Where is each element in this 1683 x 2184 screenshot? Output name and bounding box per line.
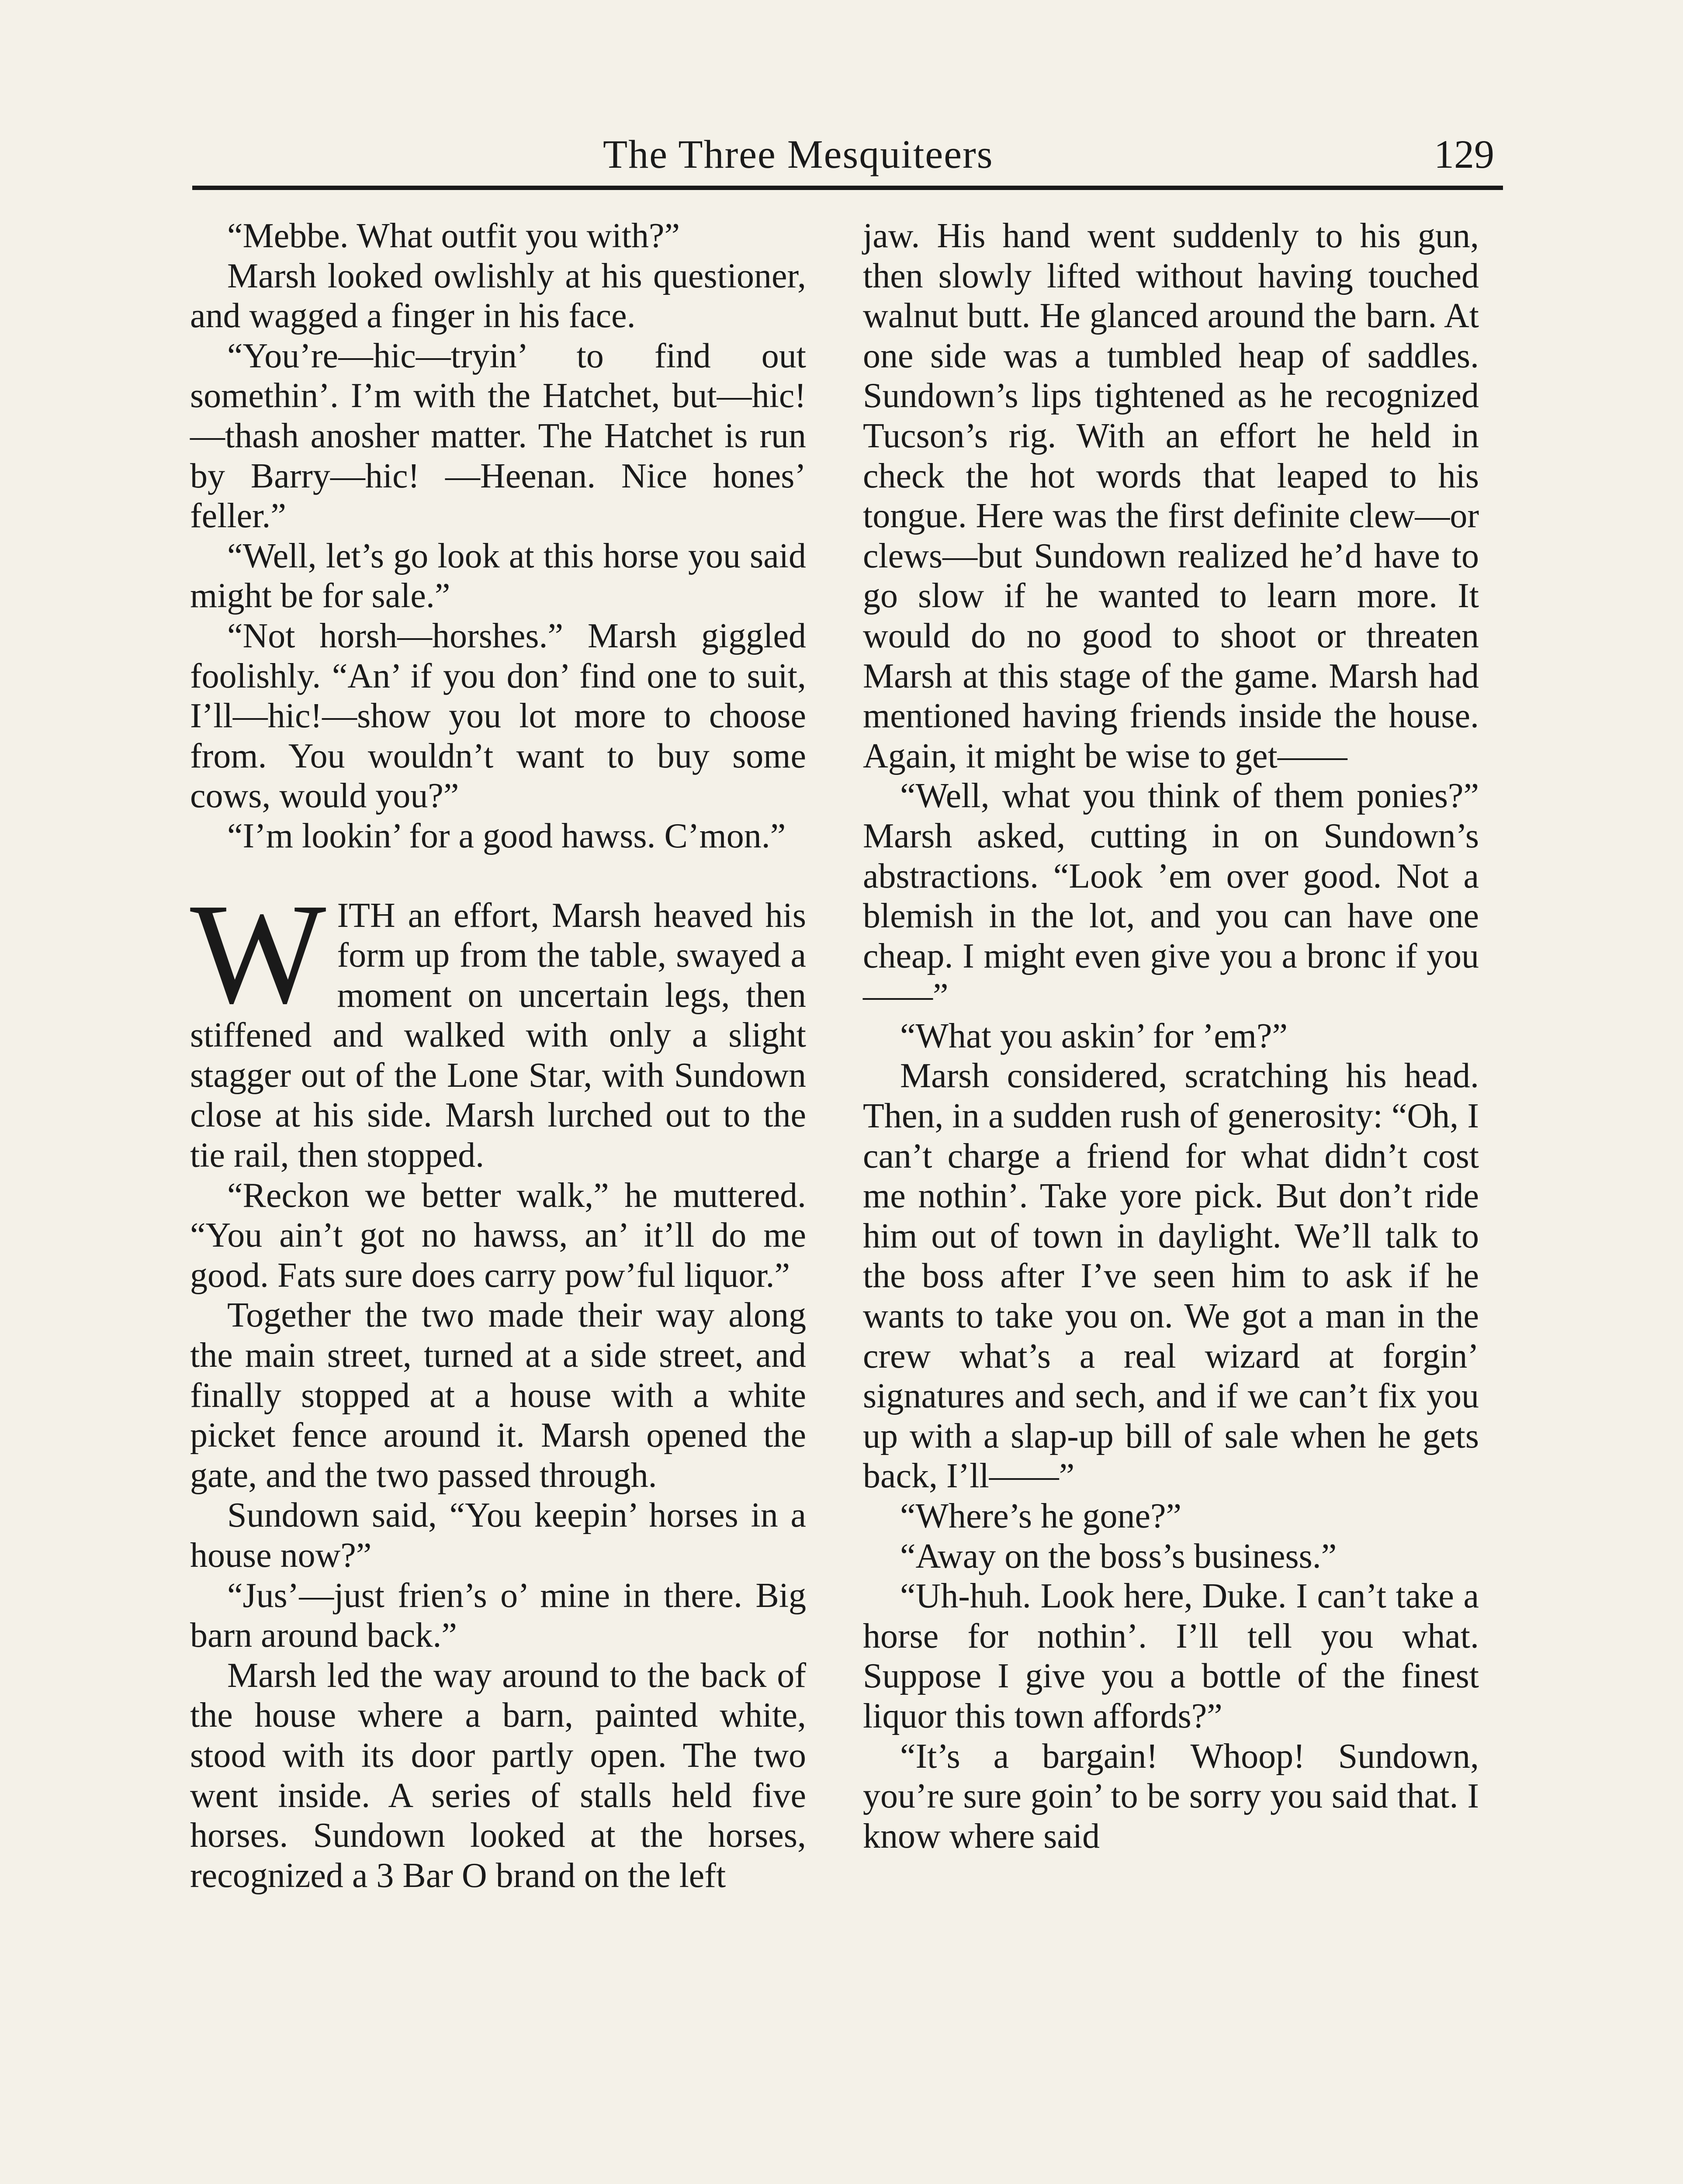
paragraph: “Uh-huh. Look here, Duke. I can’t take a horse for nothin’. I’ll tell you what. Suppose I give you a bottle of the finest liquor this town affords?” [863,1577,1479,1735]
paragraph: “It’s a bargain! Whoop! Sundown, you’re sure goin’ to be sorry you said that. I know where said [863,1737,1479,1856]
paragraph: Sundown said, “You keepin’ horses in a house now?” [190,1496,806,1575]
running-title: The Three Mesquiteers [603,132,994,176]
running-header [192,122,1503,183]
paragraph: “Jus’—just frien’s o’ mine in there. Big barn around back.” [190,1576,806,1655]
paragraph: Marsh led the way around to the back of the house where a barn, painted white, stood with its door partly open. The two went inside. A series of stalls held five horses. Sundown looked at the horses, recognized a 3 Bar O brand on the left [190,1656,806,1895]
page-number: 129 [1434,132,1494,176]
paragraph: “What you askin’ for ’em?” [900,1016,1288,1055]
paragraph: “You’re—hic—tryin’ to find out somethin’. I’m with the Hatchet, but—hic!—thash anosher matter. The Hatchet is run by Barry—hic! —Heenan. Nice hones’ feller.” [190,336,806,536]
paragraph: “I’m lookin’ for a good hawss. C’mon.” [227,816,786,855]
paragraph: “Away on the boss’s business.” [900,1537,1337,1576]
section-opening-text: ITH an effort, Marsh heaved his form up from the table, swayed a moment on uncertain legs, then stiffened and walked with only a slight stagger out of the Lone Star, with Sundown close at his side. Marsh lurched out to the tie rail, then stopped. [190,896,806,1175]
header-rule [192,186,1503,190]
paragraph: “Where’s he gone?” [900,1497,1182,1535]
paragraph: “Reckon we better walk,” he muttered. “You ain’t got no hawss, an’ it’ll do me good. Fats sure does carry pow’ful liquor.” [190,1176,806,1295]
paragraph: jaw. His hand went suddenly to his gun, then slowly lifted without having touched walnut butt. He glanced around the barn. At one side was a tumbled heap of saddles. Sundown’s lips tightened as he recognized Tucson’s rig. With an effort he held in check the hot words that leaped to his tongue. Here was the first definite clew—or clews—but Sundown realized he’d have to go slow if he wanted to learn more. It would do no good to shoot or threaten Marsh at this stage of the game. Marsh had mentioned having friends inside the house. Again, it might be wise to get—— [863,217,1479,775]
section-opening-paragraph [190,874,806,1176]
paragraph: Together the two made their way along the main street, turned at a side street, and finally stopped at a house with a white picket fence around it. Marsh opened the gate, and the two passed through. [190,1296,806,1495]
left-column [190,216,806,1896]
paragraph: “Well, what you think of them ponies?” Marsh asked, cutting in on Sundown’s abstractions. “Look ’em over good. Not a blemish in the lot, and you can have one cheap. I might even give you a bronc if you——” [863,777,1479,1016]
drop-cap: W [190,874,326,1033]
paragraph: Marsh considered, scratching his head. Then, in a sudden rush of generosity: “Oh, I can’t charge a friend for what didn’t cost me nothin’. Take yore pick. But don’t ride him out of town in daylight. We’ll talk to the boss after I’ve seen him to ask if he wants to take you on. We got a man in the crew what’s a real wizard at forgin’ signatures and sech, and if we can’t fix you up with a slap-up bill of sale when he gets back, I’ll——” [863,1057,1479,1496]
right-column [863,216,1479,1856]
paragraph: “Mebbe. What outfit you with?” [227,217,680,255]
paragraph: Marsh looked owlishly at his questioner, and wagged a finger in his face. [190,256,806,335]
paragraph: “Well, let’s go look at this horse you said might be for sale.” [190,536,806,615]
paragraph: “Not horsh—horshes.” Marsh giggled foolishly. “An’ if you don’ find one to suit, I’ll—hic!—show you lot more to choose from. You wouldn’t want to buy some cows, would you?” [190,616,806,816]
